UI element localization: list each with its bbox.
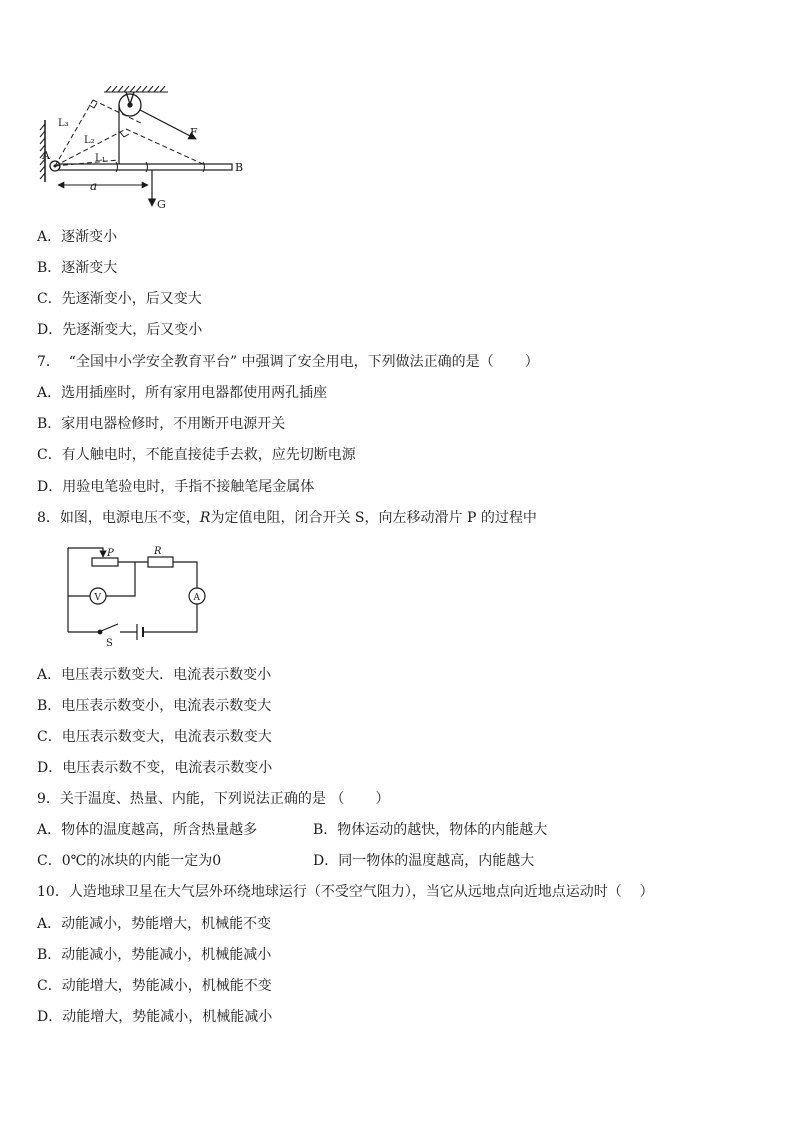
q7-option-a[interactable]: A．选用插座时，所有家用电器都使用两孔插座 [37,385,328,401]
q6-option-c[interactable]: C．先逐渐变小，后又变大 [37,291,202,307]
q9-option-a[interactable]: A．物体的温度越高，所含热量越多 [37,822,258,838]
q10-option-b[interactable]: B．动能减小，势能减小，机械能减小 [37,947,272,963]
q9-option-b[interactable]: B．物体运动的越快，物体的内能越大 [313,822,548,838]
q8-stem-part1: 8．如图，电源电压不变， [37,510,200,526]
label-distance-a: a [90,179,98,193]
q10-option-d[interactable]: D．动能增大，势能减小，机械能减小 [37,1009,273,1025]
q10-option-c[interactable]: C．动能增大，势能减小，机械能不变 [37,978,272,994]
wire-voltmeter-right [106,562,135,596]
q10-stem: 10．人造地球卫星在大气层外环绕地球运行（不受空气阻力），当它从远地点向近地点运动时（ ） [37,884,654,900]
label-ammeter: A [193,593,200,603]
q9-stem: 9．关于温度、热量、内能，下列说法正确的是 （ ） [37,791,390,807]
q6-option-d[interactable]: D．先逐渐变大，后又变小 [37,322,203,338]
wire-right-top [173,562,197,588]
q8-option-d[interactable]: D．电压表示数不变，电流表示数变小 [37,760,273,776]
label-s: S [106,638,113,649]
label-p: P [107,548,114,559]
q7-stem: 7． “全国中小学安全教育平台” 中强调了安全用电，下列做法正确的是（ ） [37,354,539,370]
q10-option-a[interactable]: A．动能减小，势能增大，机械能不变 [37,916,272,932]
q6-option-a[interactable]: A．逐渐变小 [37,229,118,245]
label-l1: L₁ [95,153,106,164]
q8-option-b[interactable]: B．电压表示数变小，电流表示数变大 [37,698,272,714]
circuit-figure [0,0,230,660]
resistor-r [148,557,173,567]
q8-stem-part2: 为定值电阻，闭合开关 S，向左移动滑片 P 的过程中 [210,510,537,526]
q8-option-c[interactable]: C．电压表示数变大，电流表示数变大 [37,729,272,745]
wire-slider [68,548,103,557]
label-point-b: B [235,161,244,174]
label-force-f: F [190,126,198,139]
q7-option-d[interactable]: D．用验电笔验电时，手指不接触笔尾金属体 [37,479,315,495]
q7-option-c[interactable]: C．有人触电时，不能直接徒手去救，应先切断电源 [37,447,356,463]
label-v: V [94,593,101,603]
q6-option-b[interactable]: B．逐渐变大 [37,260,118,276]
label-point-a: A [42,149,50,162]
switch-lever [101,624,118,631]
q8-option-a[interactable]: A．电压表示数变大．电流表示数变小 [37,667,272,683]
q8-stem-variable: R [199,510,211,526]
label-l3: L₃ [58,118,69,129]
rheostat [92,558,118,566]
q7-option-b[interactable]: B．家用电器检修时，不用断开电源开关 [37,416,286,432]
label-gravity-g: G [157,198,166,211]
label-l2: L₂ [84,135,95,146]
q9-option-c[interactable]: C．0℃的冰块的内能一定为0 [37,853,222,869]
q9-option-d[interactable]: D．同一物体的温度越高，内能越大 [313,853,535,869]
wire-right-bottom [144,604,197,632]
label-r: R [154,546,162,557]
